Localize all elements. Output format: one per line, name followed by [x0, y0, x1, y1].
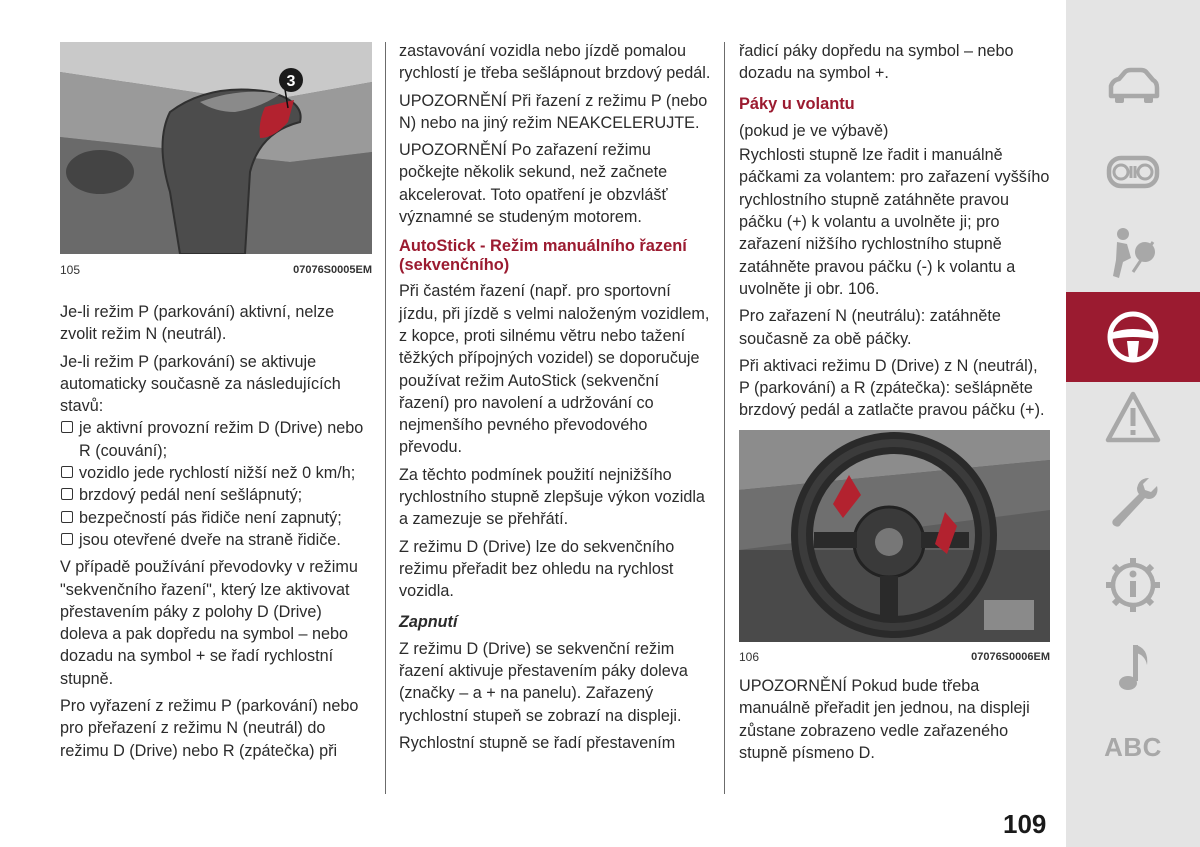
page-number: 109 — [1003, 809, 1047, 839]
warning-icon — [1103, 388, 1163, 448]
chapter-tab-driving[interactable] — [1066, 292, 1200, 382]
bullet-item: je aktivní provozní režim D (Drive) nebo R (couvání); — [60, 417, 372, 462]
paragraph: Z režimu D (Drive) se sekvenční režim řazení aktivuje přestavením páky doleva (značky – a + na panelu). Zařazený rychlostní stupeň se zobrazí na displeji. — [399, 639, 688, 725]
chapter-tab-technical-data[interactable] — [1066, 540, 1200, 630]
paragraph: Pro zařazení N (neutrálu): zatáhněte současně za obě páčky. — [739, 307, 1001, 348]
paragraph: zastavování vozidla nebo jízdě pomalou rychlostí je třeba sešlápnout brzdový pedál. — [399, 42, 711, 83]
warning-note: UPOZORNĚNÍ Pokud bude třeba manuálně přeřadit jen jednou, na displeji zůstane zobrazeno vedle zařazeného stupně písmeno D. — [739, 677, 1030, 762]
chapter-tab-maintenance[interactable] — [1066, 457, 1200, 547]
chapter-tab-vehicle[interactable] — [1066, 43, 1200, 133]
chapter-tab-dashboard[interactable] — [1066, 127, 1200, 217]
paragraph: Je-li režim P (parkování) aktivní, nelze zvolit režim N (neutrál). — [60, 303, 335, 344]
bullet-item: brzdový pedál není sešlápnutý; — [60, 484, 372, 506]
figure-106-number: 106 — [739, 650, 760, 664]
bullet-item: bezpečností pás řidiče není zapnutý; — [60, 507, 372, 529]
music-note-icon — [1103, 637, 1163, 697]
chapter-tab-multimedia[interactable] — [1066, 622, 1200, 712]
section-heading-paddles: Páky u volantu — [739, 94, 855, 113]
checkbox-bullet-icon — [61, 488, 73, 500]
chapter-sidebar — [1066, 0, 1200, 847]
subheading-zapnuti: Zapnutí — [399, 612, 458, 631]
figure-105-caption — [60, 263, 372, 277]
paragraph: Při častém řazení (např. pro sportovní jízdu, při jízdě s velmi naloženým vozidlem, z kopce, proti silnému větru nebo tažení těžkých přípojných vozidel) se doporučuje používat režim AutoStick (sekvenční řazení) pro navolení a udržování co nejmenšího pevného převodového převodu. — [399, 282, 710, 457]
chapter-tab-safety[interactable] — [1066, 207, 1200, 297]
figure-marker-3: 3 — [286, 73, 296, 90]
dashboard-icon — [1103, 142, 1163, 202]
wrench-icon — [1103, 472, 1163, 532]
bullet-item: vozidlo jede rychlostí nižší než 0 km/h; — [60, 462, 372, 484]
chapter-tab-emergency[interactable] — [1066, 373, 1200, 463]
figure-steering-paddles — [739, 430, 1050, 642]
column-1 — [60, 301, 372, 767]
checkbox-bullet-icon — [61, 421, 73, 433]
checkbox-bullet-icon — [61, 533, 73, 545]
checkbox-bullet-icon — [61, 466, 73, 478]
checkbox-bullet-icon — [61, 511, 73, 523]
index-abc-label: ABC — [1104, 731, 1162, 762]
figure-gear-lever — [60, 42, 372, 254]
figure-105-code: 07076S0005EM — [293, 264, 372, 276]
column-divider — [724, 42, 725, 794]
column-divider — [385, 42, 386, 794]
paragraph: Rychlostní stupně se řadí přestavením — [399, 734, 676, 753]
paragraph: Při aktivaci režimu D (Drive) z N (neutrál), P (parkování) a R (zpátečka): sešlápněte brzdový pedál a zatlačte pravou páčku (+). — [739, 356, 1045, 420]
column-3 — [739, 40, 1051, 427]
paragraph: V případě používání převodovky v režimu "sekvenčního řazení", který lze aktivovat přestavením páky z polohy D (Drive) doleva a pak dopředu na symbol – nebo dozadu na symbol + se řadí rychlostní stupně. — [60, 558, 358, 688]
paragraph: řadicí páky dopředu na symbol – nebo dozadu na symbol +. — [739, 42, 1014, 83]
paragraph: Pro vyřazení z režimu P (parkování) nebo pro přeřazení z režimu N (neutrál) do režimu D (Drive) nebo R (zpátečka) při — [60, 697, 359, 760]
figure-106-code: 07076S0006EM — [971, 651, 1050, 663]
steering-wheel-icon — [1103, 307, 1163, 367]
paragraph: (pokud je ve výbavě) — [739, 121, 889, 140]
figure-105-number: 105 — [60, 263, 81, 277]
chapter-tab-index[interactable] — [1066, 702, 1200, 792]
paragraph: Rychlosti stupně lze řadit i manuálně páčkami za volantem: pro zařazení vyššího rychlostního stupně zatáhněte pravou páčku (+) k volantu a uvolněte ji; pro zařazení nižšího rychlostního stupně zatáhněte pravou páčku (-) k volantu a uvolněte ji obr. 106. — [739, 146, 1050, 298]
paragraph: Je-li režim P (parkování) se aktivuje automaticky současně za následujících stavů: — [60, 352, 341, 416]
column-3-bottom — [739, 675, 1051, 769]
figure-106-caption — [739, 650, 1050, 664]
column-2 — [399, 40, 711, 759]
warning-note: UPOZORNĚNÍ Po zařazení režimu počkejte několik sekund, než začnete akcelerovat. Toto opatření je obzvlášť významné se studeným motorem. — [399, 141, 668, 227]
warning-note: UPOZORNĚNÍ Při řazení z režimu P (nebo N) nebo na jiný režim NEAKCELERUJTE. — [399, 91, 708, 132]
info-gear-icon — [1103, 555, 1163, 615]
section-heading-autostick: AutoStick - Režim manuálního řazení (sekvenčního) — [399, 237, 687, 275]
bullet-item: jsou otevřené dveře na straně řidiče. — [60, 529, 372, 551]
car-icon — [1103, 58, 1163, 118]
paragraph: Z režimu D (Drive) lze do sekvenčního režimu přeřadit bez ohledu na rychlost vozidla. — [399, 537, 675, 601]
airbag-icon — [1103, 222, 1163, 282]
paragraph: Za těchto podmínek použití nejnižšího rychlostního stupně zlepšuje výkon vozidla a zamezuje se přehřátí. — [399, 465, 705, 529]
